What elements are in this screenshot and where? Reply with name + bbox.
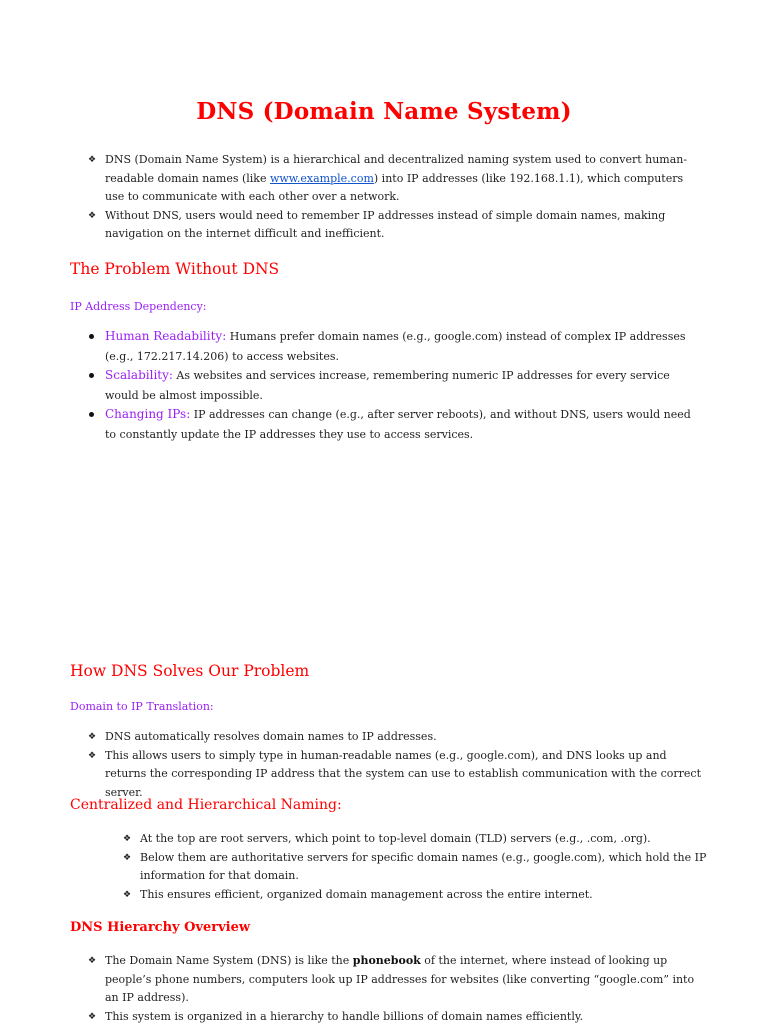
list-item — [70, 366, 705, 405]
list-item — [70, 207, 705, 244]
item-text: DNS automatically resolves domain names to IP addresses. — [105, 730, 437, 743]
diamond-bullet-icon: ❖ — [123, 889, 132, 900]
bullet-dot-icon — [89, 334, 94, 339]
item-text: IP addresses can change (e.g., after server reboots), and without DNS, users would need to constantly update the IP addresses they use to access services. — [105, 408, 691, 441]
bullet-dot-icon — [89, 412, 94, 417]
list-item — [70, 952, 705, 1008]
diamond-bullet-icon: ❖ — [123, 852, 132, 863]
problem-heading: The Problem Without DNS — [70, 260, 280, 278]
intro-text: Without DNS, users would need to remember IP addresses instead of simple domain names, making navigation on the internet difficult and inefficient. — [105, 208, 666, 241]
item-text: This system is organized in a hierarchy to handle billions of domain names efficiently. — [105, 1009, 584, 1023]
list-item — [70, 728, 705, 747]
item-text: This allows users to simply type in human-readable names (e.g., google.com), and DNS looks up and returns the corresponding IP address that the system can use to establish communication with the correct server. — [105, 748, 701, 799]
solution-list — [70, 728, 705, 802]
list-item — [70, 405, 705, 444]
example-link[interactable]: www.example.com — [269, 171, 374, 185]
overview-heading: DNS Hierarchy Overview — [70, 920, 251, 935]
list-item — [105, 886, 710, 905]
bullet-dot-icon — [89, 373, 94, 378]
list-item — [70, 327, 705, 366]
term-label: Changing IPs: — [105, 407, 191, 422]
item-text: The Domain Name System (DNS) is like the — [105, 954, 353, 967]
term-label: Scalability: — [105, 368, 173, 383]
phonebook-emphasis: phonebook — [352, 954, 421, 967]
diamond-bullet-icon: ❖ — [88, 732, 97, 742]
intro-list — [70, 151, 705, 244]
item-text: At the top are root servers, which point to top-level domain (TLD) servers (e.g., .com, .org). — [140, 832, 651, 845]
problem-list — [70, 327, 705, 445]
diamond-bullet-icon: ❖ — [88, 210, 97, 221]
item-text: This ensures efficient, organized domain management across the entire internet. — [140, 887, 593, 901]
problem-subheading: IP Address Dependency: — [70, 300, 207, 313]
solution-subheading: Domain to IP Translation: — [70, 700, 214, 713]
item-text: Humans prefer domain names (e.g., google.com) instead of complex IP addresses (e.g., 172.217.14.206) to access websites. — [105, 330, 686, 363]
list-item — [70, 1008, 705, 1026]
item-text: Below them are authoritative servers for specific domain names (e.g., google.com), which hold the IP information for that domain. — [140, 850, 707, 883]
list-item — [70, 151, 705, 207]
diamond-bullet-icon: ❖ — [123, 834, 132, 844]
list-item — [70, 747, 705, 803]
solution-heading: How DNS Solves Our Problem — [70, 662, 310, 680]
item-text: As websites and services increase, remembering numeric IP addresses for every service would be almost impossible. — [105, 369, 670, 402]
intro-text: ) into IP addresses (like 192.168.1.1), which computers use to communicate with each other over a network. — [105, 171, 684, 204]
term-label: Human Readability: — [105, 329, 227, 343]
list-item — [105, 830, 710, 849]
page-title: DNS (Domain Name System) — [196, 98, 572, 125]
hierarchical-heading: Centralized and Hierarchical Naming: — [70, 797, 342, 813]
diamond-bullet-icon: ❖ — [88, 1011, 97, 1022]
list-item — [105, 849, 710, 886]
item-text: of the internet, where instead of looking up people’s phone numbers, computers look up IP addresses for websites (like converting “google.com” into an IP address). — [105, 954, 695, 1005]
intro-text: DNS (Domain Name System) is a hierarchical and decentralized naming system used to convert human-readable domain names (like — [105, 153, 688, 185]
diamond-bullet-icon: ❖ — [88, 956, 97, 966]
hierarchical-list — [105, 830, 710, 904]
diamond-bullet-icon: ❖ — [88, 155, 97, 165]
diamond-bullet-icon: ❖ — [88, 750, 97, 761]
overview-list — [70, 952, 705, 1026]
